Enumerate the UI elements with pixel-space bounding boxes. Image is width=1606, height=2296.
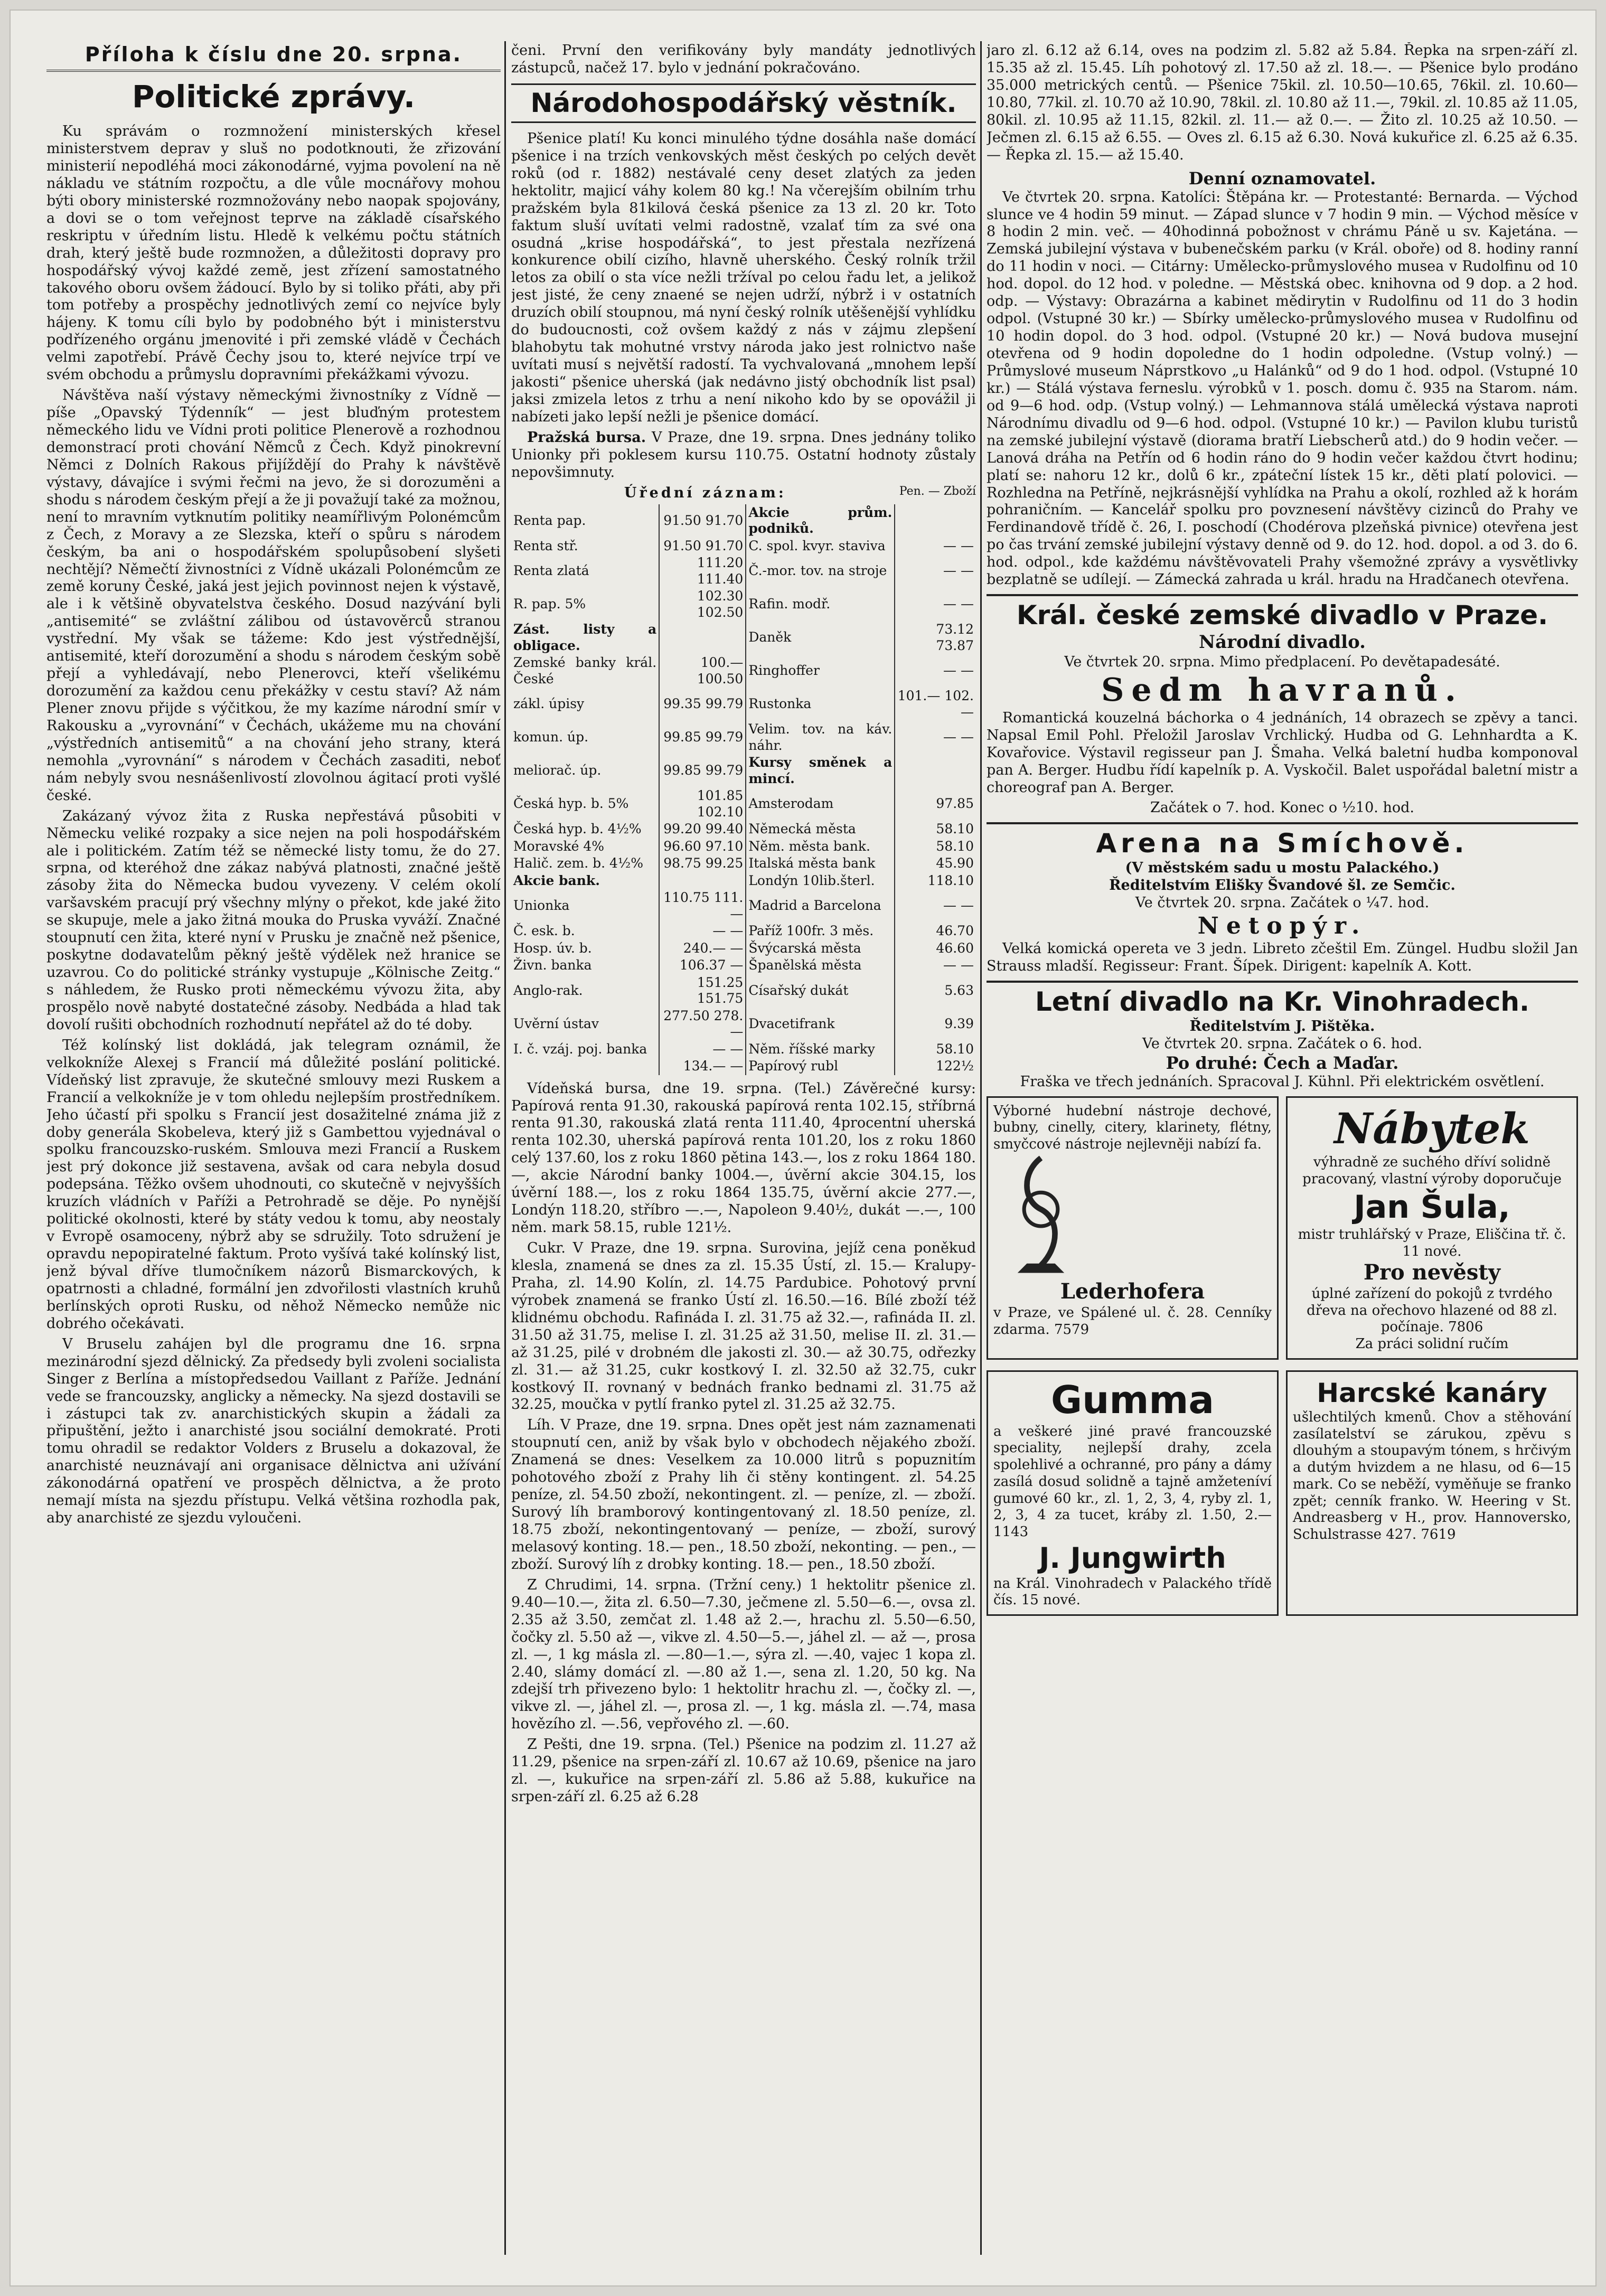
arena-description: Velká komická opereta ve 3 jedn. Libreto zčeštil Em. Züngel. Hudbu složil Jan Strauss mladší. Regisseur: Frant. Šípek. Dirigent: kapelník A. Kott. (987, 940, 1578, 974)
market-table-cell: Londýn 10lib.šterl. (746, 872, 895, 890)
ad-furniture (1286, 1096, 1578, 1360)
market-table-cell: zákl. úpisy (511, 688, 659, 721)
market-table-cell: komun. úp. (511, 721, 659, 754)
market-table-cell: 99.20 99.40 (659, 821, 746, 838)
column-political-news (46, 42, 501, 2265)
summer-theatre-play: Po druhé: Čech a Maďar. (1166, 1052, 1399, 1073)
market-table-cell: Česká hyp. b. 5% (511, 787, 659, 821)
market-table-cell: 99.35 99.79 (659, 688, 746, 721)
ad-furniture-text: výhradně ze suchého dříví solidně pracovaný, vlastní výroby doporučuje (1302, 1154, 1562, 1187)
grain-prices-continuation: jaro zl. 6.12 až 6.14, oves na podzim zl. 5.82 až 5.84. Řepka na srpen-září zl. 15.35 až zl. 15.45. Líh pohotový zl. 17.50 až zl. 18.—. — Pšenice bylo prodáno 35.000 metrických centů. — Pšenice 75kil. zl. 10.50—10.65, 76kil. zl. 10.60—10.80, 77kil. zl. 10.70 až 10.90, 78kil. zl. 10.80 až 11.—, 79kil. zl. 10.85 až 11.05, 80kil. zl. 10.95 až 11.15, 82kil. zl. 11.— až 0.—. — Žito zl. 10.25 až 10.50. — Ječmen zl. 6.15 až 6.55. — Oves zl. 6.15 až 6.30. Nová kukuřice zl. 6.25 až 6.35. — Řepka zl. 15.— až 15.40. (987, 42, 1578, 163)
market-table-row (511, 654, 976, 688)
market-table-cell: 122½ (936, 1058, 974, 1074)
summer-theatre-subtitle: Ředitelstvím J. Pištěka. (1189, 1018, 1375, 1034)
market-table-cell (659, 872, 746, 890)
market-table-cell: 45.90 (936, 855, 974, 871)
ad-gumma (987, 1370, 1279, 1616)
ad-instruments-brand: Lederhofera (1060, 1279, 1205, 1304)
arena-play: Netopýr. (1197, 912, 1367, 940)
market-table-cell: Č. esk. b. (511, 923, 659, 940)
ad-gumma-address: na Král. Vinohradech v Palackého třídě čís. 15 nové. (993, 1575, 1272, 1608)
market-table-row (511, 1008, 976, 1041)
ad-furniture-heading2: Pro nevěsty (1363, 1260, 1501, 1285)
column-economic-news (511, 42, 976, 2265)
market-table-row (511, 1041, 976, 1058)
column-rule (980, 41, 982, 2255)
market-table-row (511, 688, 976, 721)
market-table-cell: 58.10 (936, 838, 974, 854)
market-table-row (511, 821, 976, 838)
market-table-cell: Č.-mor. tov. na stroje (746, 554, 895, 588)
ad-furniture-text2: úplné zařízení do pokojů z tvrdého dřeva na ořechovo hlazené od 88 zl. počínaje. 7806 (1307, 1286, 1557, 1335)
pest-paragraph: Z Pešti, dne 19. srpna. (Tel.) Pšenice na podzim zl. 11.27 až 11.29, pšenice na srpen-září zl. 10.67 až 10.69, pšenice na jaro zl. —, kukuřice na srpen-září zl. 5.86 až 5.88, kukuřice na srpen-září zl. 6.25 až 6.28 (511, 1736, 976, 1805)
market-table-row (511, 855, 976, 872)
article-paragraph: V Bruselu zahájen byl dle programu dne 16. srpna mezinárodní sjezd dělnický. Za předsedy byli zvoleni socialista Singer z Berlína a místopředsedou Vaillant z Paříže. Jednání vede se francouzsky, anglicky a německy. Na sjezd dostavili se i zástupci tak zv. anarchistických skupin a žádali za připuštění, ježto i anarchisté jsou sociální demokraté. Proti tomu ohradil se redaktor Volders z Bruselu a dokazoval, že anarchisté neuznávají ani organisace dělnictva ani užívání zákonodárná opatření ve prospěch dělnictva, a že proto nemají místa na sjezdu přístupu. Velká většina rozhodla pak, aby anarchisté ze sjezdu vyloučeni. (46, 1335, 501, 1527)
article-paragraph: Návštěva naší výstavy německými živnostníky z Vídně — píše „Opavský Týdenník“ — jest bluďným protestem německého lidu ve Vídni proti politice Plenerově a rozhodnou demonstrací proti chování Němců z Čech. Když pinokrevní Němci z Dolních Rakous přijíždějí do Prahy k návštěvě výstavy, dávajíce i svými řečmi na jevo, že si dorozuměni a shodu s národem českým přejí a že ji považují také za možnou, není to mravním vytknutím politiky neamířlivým Polonémcům z Čech, z Moravy a ze Slezska, kteří o spůru s národem českým, ba ani o hospodářském spolupůsobení slyšeti nechtějí? Němečtí živnostníci z Vídně ukázali Polonémcům ze země koruny České, jaká jest jejich povinnost nejen k výstavě, ale i k většině obyvatelstva českého. Dosud nazývání byli „antisemité“ se zvláštní zálibou od ústavověrců stranou vystřední. My však se tážeme: Kdo jest výstřednější, antisemité, kteří dorozumění a shodu s národem českým sobě přejí a vyhledávají, nebo Plenerovci, kteří všelikému dorozumění za každou cenu překážky v cestu staví? Až nám Plener znovu přijde s výčitkou, že my kazíme národní smír v Rakousku a „vyrovnání“ v Čechách, ukážeme mu na chování „výstředních antisemitů“ a na chování jeho strany, která nemohla „vyrovnání“ s národem v Čechách zasaditi, neboť nám nebyly svou nesnášenlivostí zlovolnou ágitací proti vyšlé české. (46, 387, 501, 804)
market-table-cell: R. pap. 5% (511, 588, 659, 621)
section-title-political: Politické zprávy. (132, 79, 415, 115)
ad-furniture-footer: Za práci solidní ručím (1355, 1336, 1509, 1352)
market-table-cell: 118.10 (927, 872, 974, 888)
market-table-cell: Dvacetifrank (746, 1008, 895, 1041)
trumpet-illustration (993, 1153, 1088, 1275)
market-table-cell: — — (943, 729, 974, 745)
ad-furniture-address: mistr truhlářský v Praze, Eliščina tř. č. 11 nové. (1298, 1226, 1566, 1259)
market-table-cell: 99.85 99.79 (659, 754, 746, 787)
market-table-cell: Něm. říšské marky (746, 1041, 895, 1058)
market-table-row (511, 957, 976, 974)
market-table-row (511, 872, 976, 890)
ad-furniture-title: Nábytek (1334, 1103, 1530, 1153)
market-table-cell: 151.25 151.75 (659, 974, 746, 1008)
market-table-cell: Daněk (746, 621, 895, 654)
market-table-cell: Kursy směnek a mincí. (746, 754, 895, 787)
market-table-cell: 98.75 99.25 (659, 855, 746, 872)
bourse-text: V Praze, dne 19. srpna. Dnes jednány toliko Unionky při poklesem kursu 110.75. Ostatní hodnoty zůstaly nepovšimnuty. (511, 429, 976, 481)
market-table-cell: 58.10 (936, 821, 974, 837)
market-table-cell: 100.— 100.50 (659, 654, 746, 688)
market-table-cell: — — (943, 898, 974, 914)
market-table-cell: 58.10 (936, 1041, 974, 1057)
market-table-cell: Renta stř. (511, 538, 659, 555)
supplement-header: Příloha k číslu dne 20. srpna. (46, 42, 501, 72)
market-table-cell: Akcie bank. (511, 872, 659, 890)
market-table-cell: Papírový rubl (746, 1058, 895, 1075)
market-table-cell: Uvěrní ústav (511, 1008, 659, 1041)
market-table-cell: 9.39 (944, 1015, 974, 1031)
market-table-cell: Živn. banka (511, 957, 659, 974)
article-paragraph: Ku správám o rozmnožení ministerských křesel ministerstvem deprav y sluš no podotknouti, že zřizování ministerií nepodléhá moci zákonodárné, vyjma povolení na ně nákladu ve státním rozpočtu, a dle vůle mocnářovy mohou býti obory ministerské rozmnožovány nebo naopak spojovány, a dovi se o tom veřejnost teprve na základě císařského reskriptu v úředním listu. Hledě k velkému počtu státních drah, který ještě bude rozmnožen, a důležitosti dopravy pro hospodářský vývoj každé země, jest zřízení samostatného takového oboru ovšem žádoucí. Bylo by si toliko přáti, aby při tom potřeby a prospěchy jednotlivých zemí co nejvíce byly hájeny. K tomu cíli bylo by podobného být i ministerstvu podřízeného orgánu jmenovité i při zemské vládě v Čechách velmi zapotřebí. Právě Čechy jsou to, které nejvíce trpí ve svém obchodu a průmyslu dopravními překážkami vývozu. (46, 123, 501, 383)
market-table-cell: Unionka (511, 889, 659, 923)
market-table (511, 504, 976, 1075)
market-table-cell: 102.30 102.50 (659, 588, 746, 621)
bourse-title: Pražská bursa. (527, 429, 646, 446)
market-table-cell: Renta pap. (511, 504, 659, 538)
market-table-row (511, 889, 976, 923)
ad-gumma-name: J. Jungwirth (1039, 1541, 1226, 1575)
newspaper-page (10, 10, 1596, 2286)
market-table-row (511, 940, 976, 957)
market-table-cell: Halič. zem. b. 4½% (511, 855, 659, 872)
ad-gumma-text: a veškeré jiné pravé francouzské speciality, nejlepší drahy, zcela spolehlivé a ochranné, pro pány a dámy zasílá dosud solidně a tajně amžeteníví gumové 60 kr., zl. 1, 2, 3, 4, ryby zl. 1, 2, 3, 4 za tucet, kráby zl. 1.50, 2.— 1143 (993, 1423, 1272, 1540)
market-table-cell: Anglo-rak. (511, 974, 659, 1008)
market-table-cell: — — (943, 957, 974, 973)
national-theatre-title: Král. české zemské divadlo v Praze. (987, 594, 1578, 632)
market-table-cell: Německá města (746, 821, 895, 838)
market-table-cell: — — (943, 538, 974, 553)
column-announcements (987, 42, 1578, 2265)
market-table-cell: Moravské 4% (511, 838, 659, 855)
summer-theatre-description: Fraška ve třech jednáních. Spracoval J. Kühnl. Při elektrickém osvětlení. (1020, 1073, 1545, 1090)
market-table-cell: Švýcarská města (746, 940, 895, 957)
market-table-cell: Česká hyp. b. 4½% (511, 821, 659, 838)
summer-theatre-date: Ve čtvrtek 20. srpna. Začátek o 6. hod. (1142, 1035, 1423, 1052)
market-table-cell: 277.50 278.— (659, 1008, 746, 1041)
market-table-row (511, 721, 976, 754)
market-table-cell: 73.12 73.87 (936, 622, 974, 653)
market-table-row (511, 504, 976, 538)
market-table-cell: Císařský dukát (746, 974, 895, 1008)
ad-furniture-name: Jan Šula, (1354, 1188, 1510, 1226)
market-table-row (511, 838, 976, 855)
market-table-cell: meliorač. úp. (511, 754, 659, 787)
market-table-cell: Italská města bank (746, 855, 895, 872)
daily-announcer-text: Ve čtvrtek 20. srpna. Katolíci: Štěpána kr. — Protestanté: Bernarda. — Východ slunce ve 4 hodin 59 minut. — Západ slunce v 7 hodin 9 min. — Východ měsíce v 8 hodin 2 min. več. — 40hodinná pobožnost v chrámu Páně u sv. Kajetána. — Zemská jubilejní výstava v bubenečském parku (v Král. oboře) od 8. hodiny ranní do 11 hodin v noci. — Citárny: Umělecko-průmyslového musea v Rudolfinu od 10 hod. dopol. do 12 hod. v poledne. — Městská obec. knihovna od 9 dop. a 2 hod. odp. — Výstavy: Obrazárna a kabinet mědirytin v Rudolfinu od 11 do 3 hodin odpol. (Vstupné 30 kr.) — Sbírky umělecko-průmyslového musea v Rudolfinu od 10 hodin dopol. do 3 hod. odpol. (Vstupné 20 kr.) — Nová budova musejní otevřena od 9 hodin dopoledne do 1 hodin odpoledne. (Vstup volný.) — Průmyslové museum Náprstkovo „u Halánků“ od 9 do 1 hod. odpol. (Vstupné 10 kr.) — Stálá výstava ferneslu. výrobků v 1. posch. domu č. 935 na Starom. nám. od 9—6 hod. odp. (Vstup volný.) — Lehmannova stálá umělecká výstava naproti Národnímu divadlu od 9—6 hod. odpol. (Vstupné 10 kr.) — Pavilon klubu turistů na zemské jubilejní výstavě (diorama bratří Liebscherů atd.) do 9 hodin večer. — Lanová dráha na Petřín od 6 hodin ráno do 9 hodin večer každou čtvrt hodinu; platí se: nahoru 12 kr., dolů 6 kr., zpáteční lístek 15 kr., děti platí polovici. — Rozhledna na Petříně, nejkrásnější vyhlídka na Prahu a okolí, rozhled až k horám pohraničním. — Kancelář spolku pro povznesení návštěvy cizinců do Prahy ve Ferdinandově třídě č. 26, I. poschodí (Chodérova plzeňská pivnice) otevřena jest po čas trvání zemské jubilejní výstavy denně od 9. do 12. hod. dopol. a od 3. do 6. hod. odpol., kde každému návštěvovateli Prahy všemožné zprávy a vysvětlivky bezplatně se udílejí. — Zámecká zahrada u král. hradu na Hradčanech otevřena. (987, 189, 1578, 588)
market-table-cell: Zást. listy a obligace. (511, 621, 659, 654)
national-theatre-times: Začátek o 7. hod. Konec o ½10. hod. (1150, 799, 1414, 816)
market-table-row (511, 1058, 976, 1075)
market-table-cell: — — (943, 563, 974, 579)
market-table-cell: — — (659, 923, 746, 940)
market-table-cell: — — (943, 663, 974, 679)
market-table-cell: C. spol. kvyr. staviva (746, 538, 895, 555)
market-table-cell: Ringhoffer (746, 654, 895, 688)
market-table-cell: 101.— 102.— (897, 688, 974, 720)
market-table-row (511, 787, 976, 821)
market-table-cell: Španělská města (746, 957, 895, 974)
national-theatre-play: Sedm havranů. (1101, 671, 1463, 709)
arena-date: Ve čtvrtek 20. srpna. Začátek o ¼7. hod. (1135, 895, 1430, 911)
market-table-cell (511, 1058, 659, 1075)
market-table-cell: I. č. vzáj. poj. banka (511, 1041, 659, 1058)
market-table-cell: 99.85 99.79 (659, 721, 746, 754)
official-record-heading: Úřední záznam: Pen. — Zboží (624, 484, 976, 501)
market-table-row (511, 538, 976, 555)
vienna-bourse-paragraph: Vídeňská bursa, dne 19. srpna. (Tel.) Závěrečné kursy: Papírová renta 91.30, rakouská papírová renta 102.15, stříbrná renta 91.30, rakouská zlatá renta 111.40, 4procentní uherská renta 102.30, uherská papírová renta 101.20, los z roku 1860 celý 137.60, los z roku 1860 pětina 143.—, los z roku 1864 180.—, akcie Národní banky 1004.—, úvěrní akcie 304.15, los úvěrní 188.—, los z roku 1864 135.75, úvěrní akcie 277.—, Londýn 118.20, stříbro —.—, Napoleon 9.40½, dukát —.—, 100 něm. mark 58.15, ruble 121½. (511, 1080, 976, 1236)
market-table-cell: Rafin. modř. (746, 588, 895, 621)
market-table-cell: 96.60 97.10 (659, 838, 746, 855)
market-table-cell: Zemské banky král. České (511, 654, 659, 688)
arena-direction: Ředitelstvím Elišky Švandové šl. ze Semčic. (1109, 877, 1455, 894)
market-table-cell: — — (943, 596, 974, 612)
ad-canaries-title: Harcské kanáry (1317, 1377, 1547, 1408)
market-table-cell: Rustonka (746, 688, 895, 721)
market-table-cell: — — (659, 1041, 746, 1058)
article-paragraph: Pšenice platí! Ku konci minulého týdne dosáhla naše domácí pšenice i na trzích venkovských měst českých po celých devět roků (od r. 1882) nestávalé ceny deset zlatých za jeden hektolitr, majicí váhy kolem 80 kg.! Na včerejším obilním trhu pražském byla 81kilová česká pšenice za 13 zl. 20 kr. Toto faktum sluší uvítati velmi radostně, vzalať tím za své ona osudná „krise hospodářská“, to jest přestala nezřízená konkurence obilí cizího, hlavně uherského. Český rolník tržil letos za obilí o sta více nežli tržíval po celou řadu let, a jelikož jest jisté, že ceny znaené se nejen udrží, nýbrž i v ostatních druzích obilí stoupnou, má nyní český rolník utěšenější vyhlídku do budoucnosti, což ovšem každý z nás v zájmu zlepšení blahobytu tak mohutné vrstvy národa jako jest rolnictvo naše uvítati musí s největší radostí. Ta vychvalovaná „mnohem lepší jakosti“ pšenice uherská (jak nedávno jistý obchodník list psal) jaksi zmizela letos z trhu a není nikoho kdo by se opovážil ji nabízeti jako lepší nežli je pšenice domácí. (511, 130, 976, 425)
market-table-cell: 46.70 (936, 923, 974, 939)
ad-instruments-address: v Praze, ve Spálené ul. č. 28. Cenníky zdarma. 7579 (993, 1305, 1272, 1338)
market-table-cell: Renta zlatá (511, 554, 659, 588)
article-paragraph: Též kolínský list dokládá, jak telegram oznámil, že velkokníže Alexej s Francií má důležité poslání politické. Vídeňský list zpravuje, že skutečné smlouvy mezi Ruskem a Francií a velkokníže je v tom ohledu nejlepším prostředníkem. Jeho účastí při spolku s Francií jest dosažitelné známa již z doby generála Skobeleva, který již s Gambettou vyjednával o spolku francouzsko-ruském. Smlouva mezi Francií a Ruskem jest prý dokonce již sestavena, avšak od cara nebyla dosud podepsána. Těžko ovšem uhodnouti, co skutečně v nejvyšších kruzích vládních v Paříži a Petrohradě se děje. Po nynější politické okolnosti, které by státy vedou k tomu, aby neostaly v Evropě osamoceny, nýbrž aby se sdružily. Toto sdružení je opravdu nepopiratelné faktum. Proto vyšívá také kolínský list, jenž býval dříve tlumočníkem názorů Bismarckových, k opatrnosti a chladné, formální jen zdvořilosti vlastních kruhů berlínských oproti Rusku, od něhož Německo nemůže nic dobrého očekávati. (46, 1037, 501, 1332)
article-paragraph: Zakázaný vývoz žita z Ruska nepřestává působiti v Německu veliké rozpaky a sice nejen na poli hospodářském ale i politickém. Zatím též se německé listy tomu, že do 27. srpna, od kteréhož dne zákaz nabývá platnosti, značné ještě zásoby žita do Německa budou vyvezeny. V celém okolí varšavském pracují prý všechny mlýny o překot, kde jaké žito se skupuje, mele a jako žitná mouka do Pruska vyváží. Značné stoupnutí cen žita, které nyní v Prusku je značně než pšenice, poskytne dodavatelům pěkný ještě výdělek než hranice se uzavrou. Co do politické stránky vystupuje „Kölnische Zeitg.“ s náhledem, že Rusko proti německému vývozu žita, aby prospělo nově nabyté dostatečné zásoby. Nedbáda a hlad tak dovolí rušiti obchodních rozhodnutí nepřátel až do té doby. (46, 807, 501, 1033)
market-table-cell: 5.63 (944, 982, 974, 998)
market-table-row (511, 588, 976, 621)
chrudim-paragraph: Z Chrudimi, 14. srpna. (Tržní ceny.) 1 hektolitr pšenice zl. 9.40—10.—, žita zl. 6.50—7.30, ječmene zl. 5.50—6.—, ovsa zl. 2.35 až 3.50, zemčat zl. 1.48 až 2.—, hrachu zl. 5.50—6.50, čočky zl. 5.50 až —, vikve zl. 4.50—5.—, jáhel zl. — až —, prosa zl. —, 1 kg másla zl. —.80—1.—, sýra zl. —.40, vajec 1 kopa zl. 2.40, slámy domácí zl. —.80 až 1.—, sena zl. 1.20, 50 kg. Na zdejší trh přivezeno bylo: 1 hektolitr hrachu zl. —, čočky zl. —, vikve zl. —, jáhel zl. —, prosa zl. —, 1 kg. másla zl. —.74, masa hovězího zl. —.56, vepřového zl. —.60. (511, 1576, 976, 1733)
market-table-cell (659, 621, 746, 654)
market-table-cell: 101.85 102.10 (659, 787, 746, 821)
market-table-cell: 91.50 91.70 (659, 504, 746, 538)
ad-gumma-title: Gumma (1051, 1377, 1214, 1422)
arena-title: Arena na Smíchově. (987, 822, 1578, 860)
national-theatre-description: Romantická kouzelná báchorka o 4 jednáních, 14 obrazech se zpěvy a tanci. Napsal Emil Pohl. Přeložil Jaroslav Vrchlický. Hudba od G. Lehnhardta a K. Kovařovice. Výstavil regisseur pan J. Šmaha. Velká baletní hudba komponoval pan A. Berger. Hudbu řídí kapelník p. A. Vyskočil. Balet uspořádal baletní mistr a choreograf pan A. Berger. (987, 709, 1578, 796)
summer-theatre-title: Letní divadlo na Kr. Vinohradech. (987, 981, 1578, 1018)
market-table-row (511, 621, 976, 654)
market-table-cell: Amsterodam (746, 787, 895, 821)
market-table-cell: 110.75 111.— (659, 889, 746, 923)
sugar-paragraph: Cukr. V Praze, dne 19. srpna. Surovina, jejíž cena poněkud klesla, znamená se dnes za zl. 15.35 Ústí, zl. 15.— Kralupy-Praha, zl. 14.90 Kolín, zl. 14.75 Pardubice. Pohotový první výrobek znamená se franko Ústí zl. 16.50.—16. Bílé zboží též klidnému obchodu. Rafináda I. zl. 31.75 až 32.—, rafináda II. zl. 31.50 až 31.75, melise I. zl. 31.25 až 31.50, melise II. zl. 31.— až 31.25, pilé v drobném dle jakosti zl. 30.— až 30.75, odřezky zl. 31.— až 31.25, cukr kostkový I. zl. 32.50 až 32.75, cukr kostkový II. rovnaný v bednách franko bednami zl. 31.75 až 32.25, moučka v pytlí franko pytel zl. 31.25 až 32.75. (511, 1240, 976, 1413)
market-table-cell: Akcie prům. podniků. (746, 504, 895, 538)
market-table-cell: 91.50 91.70 (659, 538, 746, 555)
market-table-row (511, 923, 976, 940)
spirits-paragraph: Líh. V Praze, dne 19. srpna. Dnes opět jest nám zaznamenati stoupnutí cen, aniž by však bylo v obchodech nějakého zboží. Znamená se dnes: Veselkem za 10.000 litrů s popuznitím pohotového zboží z Prahy lih či stěny kontingent. zl. 54.25 peníze, zl. 54.50 zboží, nekontingent. zl. — peníze, zl. — zboží. Surový líh bramborový kontingentovaný zl. 18.50 peníze, zl. 18.75 zboží, nekontingentovaný — peníze, — zboží, surový melasový konting. 18.— pen., 18.50 zboží, nekonting. — pen., — zboží. Surový líh z drobky konting. 18.— pen., 18.50 zboží. (511, 1417, 976, 1573)
column-rule (504, 41, 506, 2255)
market-table-cell: Něm. města bank. (746, 838, 895, 855)
market-table-cell: Hosp. úv. b. (511, 940, 659, 957)
market-table-cell: 97.85 (936, 796, 974, 812)
ad-instruments (987, 1096, 1279, 1360)
national-theatre-date: Ve čtvrtek 20. srpna. Mimo předplacení. Po devětapadesáté. (1064, 653, 1500, 670)
bourse-paragraph (511, 429, 976, 482)
ad-instruments-text: Výborné hudební nástroje dechové, bubny, cinelly, citery, klarinety, flétny, smyčcové nástroje nejlevněji nabízí fa. (993, 1103, 1272, 1153)
market-table-row (511, 974, 976, 1008)
market-table-cell: Madrid a Barcelona (746, 889, 895, 923)
market-table-cell (895, 754, 976, 787)
national-theatre-subtitle: Národní divadlo. (1198, 632, 1366, 653)
arena-subtitle: (V městském sadu u mostu Palackého.) (1125, 860, 1440, 877)
section-title-economic: Národohospodářský věstník. (511, 83, 976, 123)
market-table-row (511, 554, 976, 588)
market-table-cell: 111.20 111.40 (659, 554, 746, 588)
market-table-cell: 46.60 (936, 940, 974, 956)
market-table-cell: 134.— — (659, 1058, 746, 1075)
market-table-cell: 240.— — (659, 940, 746, 957)
market-table-cell: 106.37 — (659, 957, 746, 974)
money-goods-header: Pen. — Zboží (899, 484, 976, 498)
article-continuation: čeni. První den verifikovány byly mandáty jednotlivých zástupců, načež 17. bylo v jednání pokračováno. (511, 42, 976, 76)
market-table-cell: Velim. tov. na káv. náhr. (746, 721, 895, 754)
market-table-row (511, 754, 976, 787)
market-table-cell: Paříž 100fr. 3 měs. (746, 923, 895, 940)
market-table-cell (895, 504, 976, 538)
ad-canaries (1286, 1370, 1578, 1616)
ad-canaries-text: ušlechtilých kmenů. Chov a stěhování zasílatelství se zárukou, zpěvu s dlouhým a stoupavým tónem, s hrčivým a dutým hvizdem a ne hlasu, od 6—15 mark. Co se neběží, vyměňuje se franko zpět; cenník franko. W. Heering v St. Andreasberg v H., prov. Hannoversko, Schulstrasse 427. 7619 (1293, 1409, 1571, 1542)
daily-announcer-title: Denní oznamovatel. (1188, 168, 1376, 189)
